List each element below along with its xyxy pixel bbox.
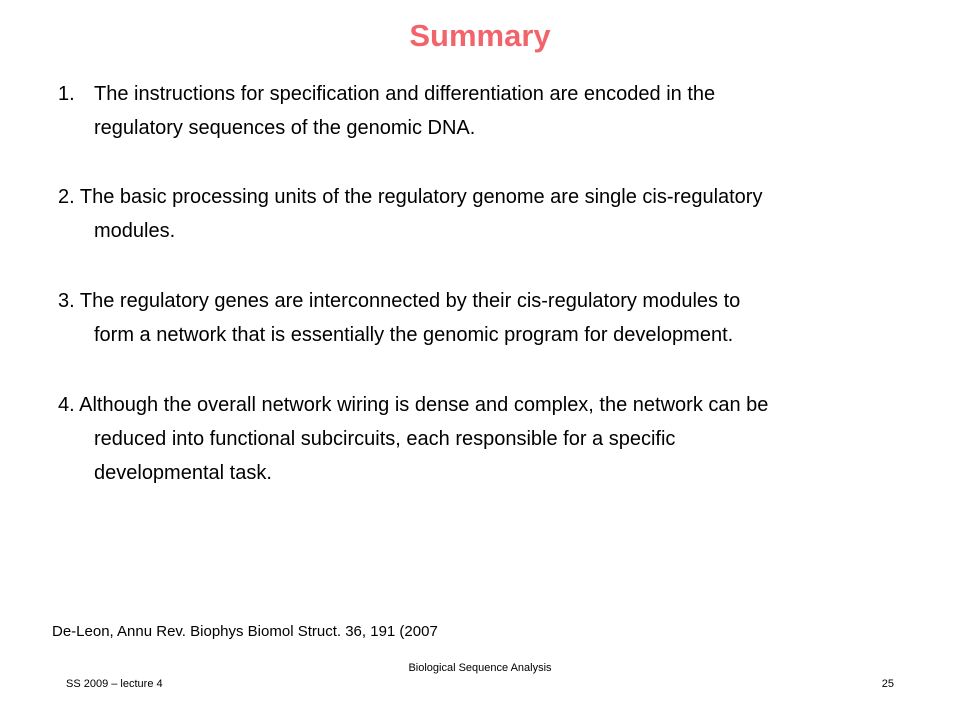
item-number: 2. [58,186,75,208]
item-text-line: regulatory sequences of the genomic DNA. [94,117,476,139]
footer-page-number: 25 [881,678,894,690]
item-text-line: form a network that is essentially the genomic program for development. [94,324,734,346]
footer-course-title: Biological Sequence Analysis [408,662,552,674]
item-number: 1. [58,83,75,105]
footer-lecture: SS 2009 – lecture 4 [66,678,163,690]
summary-item-4 [58,388,928,490]
item-text-line: reduced into functional subcircuits, each responsible for a specific [94,428,676,450]
summary-item-2 [58,180,928,248]
summary-item-1 [58,77,928,145]
slide-title: Summary [409,18,551,53]
item-number: 3. [58,290,75,312]
summary-item-3 [58,284,928,352]
item-text-line: The instructions for specification and differentiation are encoded in the [94,83,716,105]
item-text-line: developmental task. [94,462,272,484]
item-text-line: Although the overall network wiring is dense and complex, the network can be [79,394,769,416]
item-text-line: modules. [94,220,176,242]
item-text-line: The basic processing units of the regulatory genome are single cis-regulatory [79,186,763,208]
item-number: 4. [58,394,75,416]
item-text-line: The regulatory genes are interconnected by their cis-regulatory modules to [79,290,741,312]
citation: De-Leon, Annu Rev. Biophys Biomol Struct. 36, 191 (2007 [52,623,438,640]
